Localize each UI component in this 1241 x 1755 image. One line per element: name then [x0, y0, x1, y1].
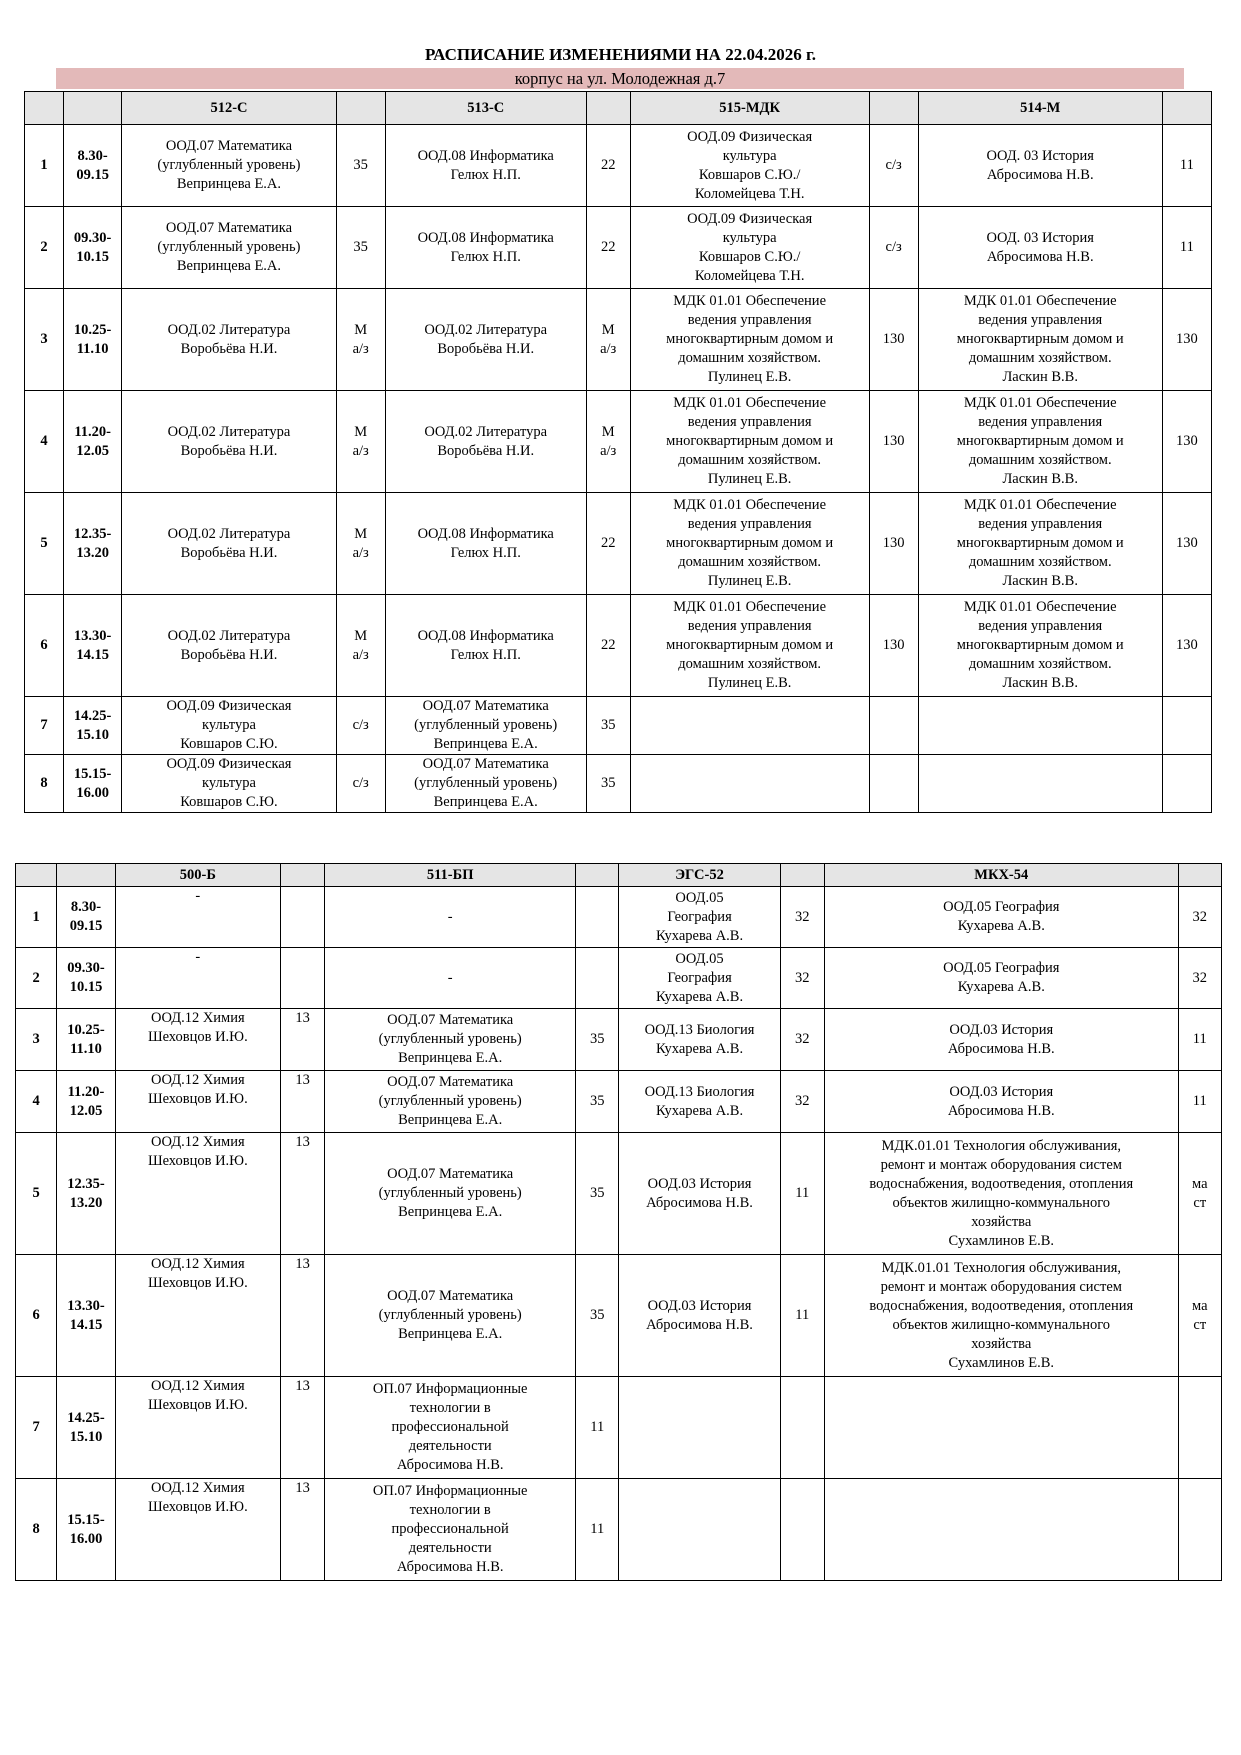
lesson-subject: ООД.09 Физическая культура Ковшаров С.Ю./ Коломейцева Т.Н.	[630, 207, 869, 289]
lesson-subject	[619, 1377, 780, 1479]
lesson-room: М а/з	[336, 391, 385, 493]
lesson-subject: ООД.02 Литература Воробьёва Н.И.	[122, 289, 336, 391]
lesson-subject: ООД.07 Математика (углубленный уровень) Вепринцева Е.А.	[385, 755, 586, 813]
lesson-subject: -	[325, 948, 576, 1009]
lesson-room: 130	[869, 391, 918, 493]
lesson-subject: ООД.08 Информатика Гелюх Н.П.	[385, 595, 586, 697]
lesson-room: 13	[280, 1377, 324, 1479]
lesson-subject	[918, 697, 1162, 755]
lesson-subject	[619, 1479, 780, 1581]
lesson-time: 15.15- 16.00	[57, 1479, 115, 1581]
lesson-subject: ООД.09 Физическая культура Ковшаров С.Ю./ Коломейцева Т.Н.	[630, 125, 869, 207]
lesson-room: 35	[576, 1071, 619, 1133]
group-header: ЭГС-52	[619, 864, 780, 887]
lesson-room: 35	[576, 1255, 619, 1377]
lesson-time: 8.30- 09.15	[57, 887, 115, 948]
lesson-subject	[630, 755, 869, 813]
lesson-room: 11	[780, 1255, 824, 1377]
table-row	[25, 493, 1212, 595]
lesson-room: 130	[1162, 493, 1211, 595]
lesson-room: 32	[780, 1071, 824, 1133]
lesson-room	[280, 948, 324, 1009]
lesson-number: 3	[25, 289, 64, 391]
lesson-room: 32	[1178, 887, 1221, 948]
lesson-number: 7	[25, 697, 64, 755]
lesson-room: 11	[576, 1377, 619, 1479]
table-row	[16, 1377, 1222, 1479]
lesson-room: 130	[1162, 289, 1211, 391]
lesson-subject: ООД.07 Математика (углубленный уровень) Вепринцева Е.А.	[122, 207, 336, 289]
table-row	[16, 948, 1222, 1009]
lesson-subject: ООД.07 Математика (углубленный уровень) Вепринцева Е.А.	[385, 697, 586, 755]
lesson-room: М а/з	[336, 289, 385, 391]
lesson-time: 14.25- 15.10	[57, 1377, 115, 1479]
lesson-room: М а/з	[586, 289, 630, 391]
lesson-time: 11.20- 12.05	[63, 391, 121, 493]
lesson-subject: ООД.12 Химия Шеховцов И.Ю.	[115, 1133, 280, 1255]
lesson-room: 130	[869, 493, 918, 595]
lesson-subject: ООД.05 География Кухарева А.В.	[619, 887, 780, 948]
lesson-room: 22	[586, 493, 630, 595]
lesson-time: 12.35- 13.20	[57, 1133, 115, 1255]
lesson-number: 1	[25, 125, 64, 207]
lesson-number: 6	[25, 595, 64, 697]
lesson-room: М а/з	[586, 391, 630, 493]
lesson-room: 22	[586, 207, 630, 289]
lesson-room: 11	[780, 1133, 824, 1255]
lesson-room: с/з	[869, 125, 918, 207]
table-row	[25, 697, 1212, 755]
lesson-subject: ООД.02 Литература Воробьёва Н.И.	[385, 391, 586, 493]
table-header-row	[16, 864, 1222, 887]
lesson-room: 13	[280, 1133, 324, 1255]
lesson-room: 11	[1178, 1071, 1221, 1133]
lesson-number: 3	[16, 1009, 57, 1071]
lesson-room: 22	[586, 595, 630, 697]
header-time	[63, 92, 121, 125]
lesson-room: ма ст	[1178, 1255, 1221, 1377]
table-row	[25, 289, 1212, 391]
lesson-room: 35	[586, 755, 630, 813]
lesson-subject: -	[325, 887, 576, 948]
lesson-subject: ООД.08 Информатика Гелюх Н.П.	[385, 207, 586, 289]
lesson-subject: ООД.07 Математика (углубленный уровень) Вепринцева Е.А.	[325, 1133, 576, 1255]
lesson-subject: ООД.05 География Кухарева А.В.	[619, 948, 780, 1009]
lesson-number: 4	[25, 391, 64, 493]
lesson-subject: ООД. 03 История Абросимова Н.В.	[918, 207, 1162, 289]
lesson-number: 6	[16, 1255, 57, 1377]
lesson-room: 11	[1178, 1009, 1221, 1071]
lesson-room	[780, 1479, 824, 1581]
lesson-subject: ООД.13 Биология Кухарева А.В.	[619, 1071, 780, 1133]
table-row	[16, 1009, 1222, 1071]
lesson-room: 35	[576, 1133, 619, 1255]
lesson-room: 130	[869, 595, 918, 697]
lesson-subject: ООД.12 Химия Шеховцов И.Ю.	[115, 1377, 280, 1479]
lesson-subject	[630, 697, 869, 755]
building-subtitle: корпус на ул. Молодежная д.7	[56, 68, 1184, 89]
header-num	[16, 864, 57, 887]
table-row	[16, 1133, 1222, 1255]
lesson-subject	[824, 1377, 1178, 1479]
lesson-room: ма ст	[1178, 1133, 1221, 1255]
lesson-room	[1178, 1377, 1221, 1479]
lesson-number: 2	[16, 948, 57, 1009]
lesson-subject: ООД.05 География Кухарева А.В.	[824, 948, 1178, 1009]
lesson-number: 4	[16, 1071, 57, 1133]
lesson-subject: ООД.03 История Абросимова Н.В.	[619, 1255, 780, 1377]
lesson-number: 2	[25, 207, 64, 289]
lesson-subject: ООД.12 Химия Шеховцов И.Ю.	[115, 1479, 280, 1581]
lesson-time: 13.30- 14.15	[57, 1255, 115, 1377]
lesson-subject: МДК 01.01 Обеспечение ведения управления многоквартирным домом и домашним хозяйством. Ласкин В.В.	[918, 289, 1162, 391]
group-header: 515-МДК	[630, 92, 869, 125]
lesson-subject: ООД.09 Физическая культура Ковшаров С.Ю.	[122, 755, 336, 813]
table-header-row	[25, 92, 1212, 125]
group-header: МКХ-54	[824, 864, 1178, 887]
lesson-subject: ООД.03 История Абросимова Н.В.	[824, 1071, 1178, 1133]
lesson-subject: ООД.07 Математика (углубленный уровень) Вепринцева Е.А.	[122, 125, 336, 207]
lesson-room	[869, 697, 918, 755]
lesson-subject: ООД.03 История Абросимова Н.В.	[824, 1009, 1178, 1071]
group-header: 511-БП	[325, 864, 576, 887]
lesson-subject: ООД.13 Биология Кухарева А.В.	[619, 1009, 780, 1071]
lesson-subject	[918, 755, 1162, 813]
lesson-subject: -	[115, 887, 280, 948]
lesson-room: 13	[280, 1071, 324, 1133]
schedule-table-1	[24, 91, 1212, 813]
header-num	[25, 92, 64, 125]
lesson-subject: МДК 01.01 Обеспечение ведения управления многоквартирным домом и домашним хозяйством. Ласкин В.В.	[918, 493, 1162, 595]
lesson-subject: ООД.07 Математика (углубленный уровень) Вепринцева Е.А.	[325, 1071, 576, 1133]
lesson-subject: МДК 01.01 Обеспечение ведения управления многоквартирным домом и домашним хозяйством. Ласкин В.В.	[918, 391, 1162, 493]
lesson-room: с/з	[869, 207, 918, 289]
lesson-subject: ОП.07 Информационные технологии в профессиональной деятельности Абросимова Н.В.	[325, 1377, 576, 1479]
lesson-room: М а/з	[336, 493, 385, 595]
lesson-time: 10.25- 11.10	[57, 1009, 115, 1071]
group-header: 514-М	[918, 92, 1162, 125]
lesson-subject: ООД.12 Химия Шеховцов И.Ю.	[115, 1255, 280, 1377]
lesson-subject: МДК 01.01 Обеспечение ведения управления многоквартирным домом и домашним хозяйством. Пулинец Е.В.	[630, 595, 869, 697]
lesson-room	[1162, 697, 1211, 755]
lesson-room: 22	[586, 125, 630, 207]
group-header: 513-С	[385, 92, 586, 125]
lesson-subject: МДК 01.01 Обеспечение ведения управления многоквартирным домом и домашним хозяйством. Пулинец Е.В.	[630, 391, 869, 493]
schedule-table-2	[15, 863, 1222, 1581]
lesson-room: 11	[1162, 125, 1211, 207]
table-row	[16, 1479, 1222, 1581]
lesson-room: 13	[280, 1479, 324, 1581]
lesson-number: 8	[16, 1479, 57, 1581]
lesson-subject: МДК.01.01 Технология обслуживания, ремонт и монтаж оборудования систем водоснабжения, водоотведения, отопления объектов жилищно-коммунального хозяйства Сухамлинов Е.В.	[824, 1255, 1178, 1377]
lesson-time: 13.30- 14.15	[63, 595, 121, 697]
group-header: 500-Б	[115, 864, 280, 887]
lesson-number: 5	[16, 1133, 57, 1255]
lesson-room	[780, 1377, 824, 1479]
table-row	[25, 125, 1212, 207]
lesson-room	[1178, 1479, 1221, 1581]
lesson-subject: МДК 01.01 Обеспечение ведения управления многоквартирным домом и домашним хозяйством. Ласкин В.В.	[918, 595, 1162, 697]
lesson-room: с/з	[336, 697, 385, 755]
lesson-subject	[824, 1479, 1178, 1581]
lesson-time: 10.25- 11.10	[63, 289, 121, 391]
lesson-room	[280, 887, 324, 948]
lesson-subject: ООД.07 Математика (углубленный уровень) Вепринцева Е.А.	[325, 1255, 576, 1377]
lesson-subject: ООД.09 Физическая культура Ковшаров С.Ю.	[122, 697, 336, 755]
lesson-room: 32	[780, 948, 824, 1009]
lesson-room: 35	[336, 207, 385, 289]
lesson-subject: ООД.02 Литература Воробьёва Н.И.	[122, 595, 336, 697]
lesson-room: 13	[280, 1009, 324, 1071]
lesson-room: 35	[576, 1009, 619, 1071]
lesson-room: М а/з	[336, 595, 385, 697]
lesson-room: 11	[576, 1479, 619, 1581]
lesson-subject: ООД.02 Литература Воробьёва Н.И.	[122, 493, 336, 595]
table-row	[25, 207, 1212, 289]
lesson-subject: ООД.08 Информатика Гелюх Н.П.	[385, 493, 586, 595]
lesson-number: 8	[25, 755, 64, 813]
lesson-time: 09.30- 10.15	[57, 948, 115, 1009]
lesson-room: 11	[1162, 207, 1211, 289]
lesson-room: 32	[780, 1009, 824, 1071]
lesson-subject: ОП.07 Информационные технологии в профессиональной деятельности Абросимова Н.В.	[325, 1479, 576, 1581]
table-row	[16, 887, 1222, 948]
lesson-room	[576, 948, 619, 1009]
table-row	[25, 595, 1212, 697]
lesson-room: 130	[1162, 595, 1211, 697]
table-row	[16, 1255, 1222, 1377]
lesson-subject: ООД.07 Математика (углубленный уровень) Вепринцева Е.А.	[325, 1009, 576, 1071]
lesson-subject: ООД.02 Литература Воробьёва Н.И.	[122, 391, 336, 493]
lesson-time: 15.15- 16.00	[63, 755, 121, 813]
lesson-subject: МДК.01.01 Технология обслуживания, ремонт и монтаж оборудования систем водоснабжения, водоотведения, отопления объектов жилищно-коммунального хозяйства Сухамлинов Е.В.	[824, 1133, 1178, 1255]
lesson-number: 5	[25, 493, 64, 595]
lesson-time: 12.35- 13.20	[63, 493, 121, 595]
lesson-time: 11.20- 12.05	[57, 1071, 115, 1133]
lesson-room: 13	[280, 1255, 324, 1377]
lesson-room: 35	[336, 125, 385, 207]
lesson-subject: ООД.02 Литература Воробьёва Н.И.	[385, 289, 586, 391]
lesson-number: 7	[16, 1377, 57, 1479]
lesson-room	[869, 755, 918, 813]
lesson-subject: ООД.08 Информатика Гелюх Н.П.	[385, 125, 586, 207]
lesson-subject: ООД. 03 История Абросимова Н.В.	[918, 125, 1162, 207]
lesson-room: 32	[1178, 948, 1221, 1009]
lesson-time: 8.30- 09.15	[63, 125, 121, 207]
lesson-subject: ООД.05 География Кухарева А.В.	[824, 887, 1178, 948]
lesson-subject: ООД.12 Химия Шеховцов И.Ю.	[115, 1009, 280, 1071]
lesson-room: 35	[586, 697, 630, 755]
lesson-room: 130	[1162, 391, 1211, 493]
table-row	[25, 755, 1212, 813]
table-row	[25, 391, 1212, 493]
lesson-number: 1	[16, 887, 57, 948]
lesson-time: 09.30- 10.15	[63, 207, 121, 289]
header-time	[57, 864, 115, 887]
group-header: 512-С	[122, 92, 336, 125]
lesson-subject: ООД.12 Химия Шеховцов И.Ю.	[115, 1071, 280, 1133]
lesson-subject: МДК 01.01 Обеспечение ведения управления многоквартирным домом и домашним хозяйством. Пулинец Е.В.	[630, 493, 869, 595]
lesson-room: с/з	[336, 755, 385, 813]
lesson-subject: МДК 01.01 Обеспечение ведения управления многоквартирным домом и домашним хозяйством. Пулинец Е.В.	[630, 289, 869, 391]
lesson-subject: -	[115, 948, 280, 1009]
lesson-room: 32	[780, 887, 824, 948]
lesson-subject: ООД.03 История Абросимова Н.В.	[619, 1133, 780, 1255]
lesson-room: 130	[869, 289, 918, 391]
page-title: РАСПИСАНИЕ ИЗМЕНЕНИЯМИ НА 22.04.2026 г.	[424, 45, 817, 64]
lesson-time: 14.25- 15.10	[63, 697, 121, 755]
table-row	[16, 1071, 1222, 1133]
lesson-room	[1162, 755, 1211, 813]
lesson-room	[576, 887, 619, 948]
